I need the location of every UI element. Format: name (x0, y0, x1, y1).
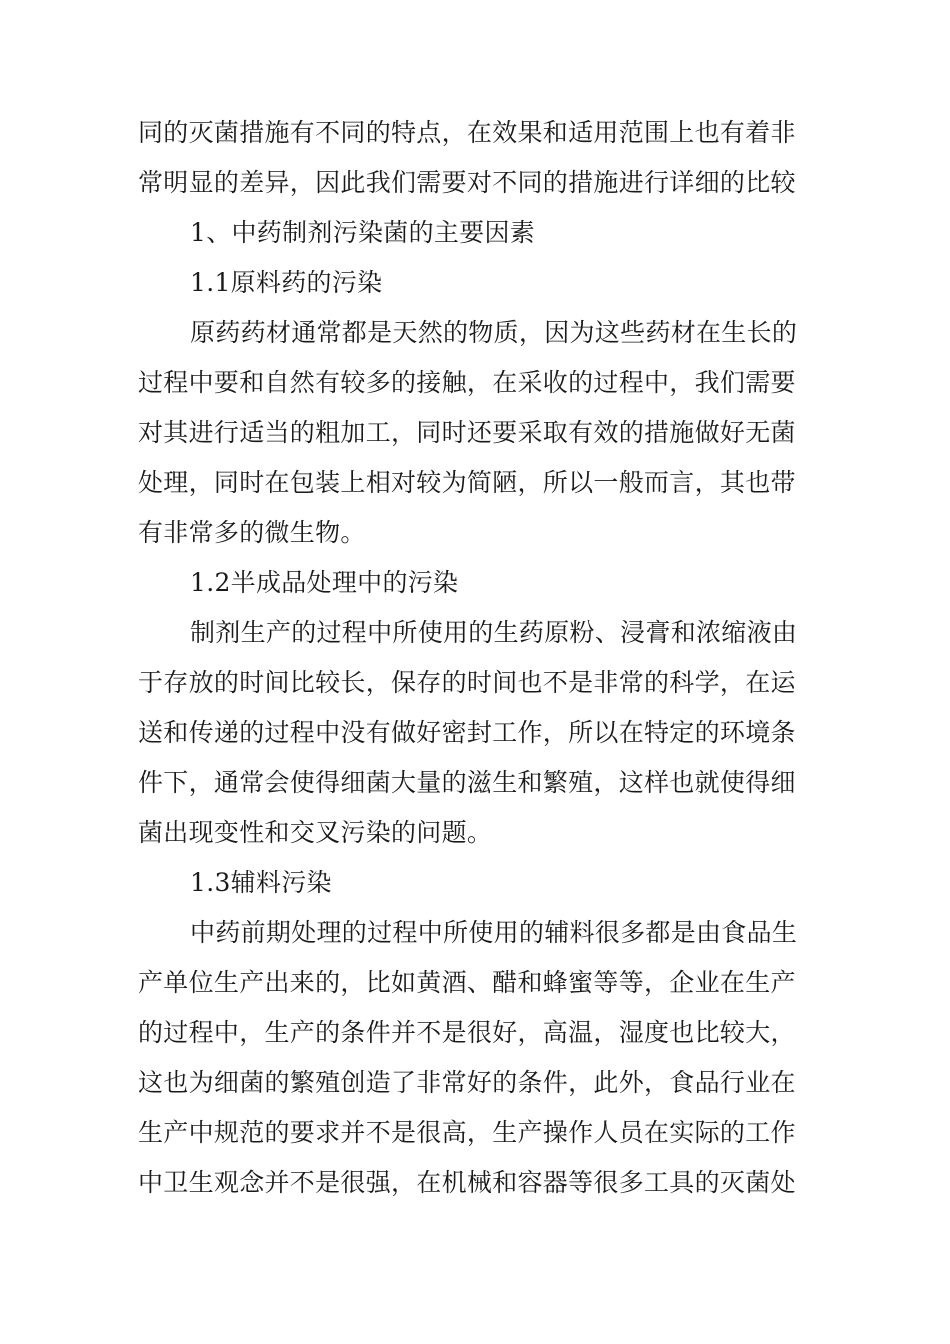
text-line: 原药药材通常都是天然的物质，因为这些药材在生长的 (190, 318, 798, 347)
section-heading: 1、中药制剂污染菌的主要因素 (190, 218, 536, 247)
text-line: 中卫生观念并不是很强，在机械和容器等很多工具的灭菌处 (138, 1168, 796, 1197)
body-text (138, 108, 818, 1208)
text-line: 对其进行适当的粗加工，同时还要采取有效的措施做好无菌 (138, 418, 796, 447)
subsection-heading: 1.3辅料污染 (190, 868, 332, 897)
text-line: 的过程中，生产的条件并不是很好，高温，湿度也比较大， (138, 1018, 796, 1047)
text-line: 件下，通常会使得细菌大量的滋生和繁殖，这样也就使得细 (138, 768, 796, 797)
subsection-heading: 1.2半成品处理中的污染 (190, 568, 459, 597)
text-line: 生产中规范的要求并不是很高，生产操作人员在实际的工作 (138, 1118, 796, 1147)
text-line: 有非常多的微生物。 (138, 518, 366, 547)
text-line: 产单位生产出来的，比如黄酒、醋和蜂蜜等等，企业在生产 (138, 968, 796, 997)
text-line: 这也为细菌的繁殖创造了非常好的条件，此外，食品行业在 (138, 1068, 796, 1097)
text-line: 中药前期处理的过程中所使用的辅料很多都是由食品生 (190, 918, 798, 947)
text-line: 处理，同时在包装上相对较为简陋，所以一般而言，其也带 (138, 468, 796, 497)
text-line: 制剂生产的过程中所使用的生药原粉、浸膏和浓缩液由 (190, 618, 798, 647)
text-line: 同的灭菌措施有不同的特点，在效果和适用范围上也有着非 (138, 118, 796, 147)
subsection-heading: 1.1原料药的污染 (190, 268, 383, 297)
text-line: 菌出现变性和交叉污染的问题。 (138, 818, 493, 847)
text-line: 送和传递的过程中没有做好密封工作，所以在特定的环境条 (138, 718, 796, 747)
text-line: 过程中要和自然有较多的接触，在采收的过程中，我们需要 (138, 368, 796, 397)
text-line: 于存放的时间比较长，保存的时间也不是非常的科学，在运 (138, 668, 796, 697)
text-line: 常明显的差异，因此我们需要对不同的措施进行详细的比较 (138, 168, 796, 197)
